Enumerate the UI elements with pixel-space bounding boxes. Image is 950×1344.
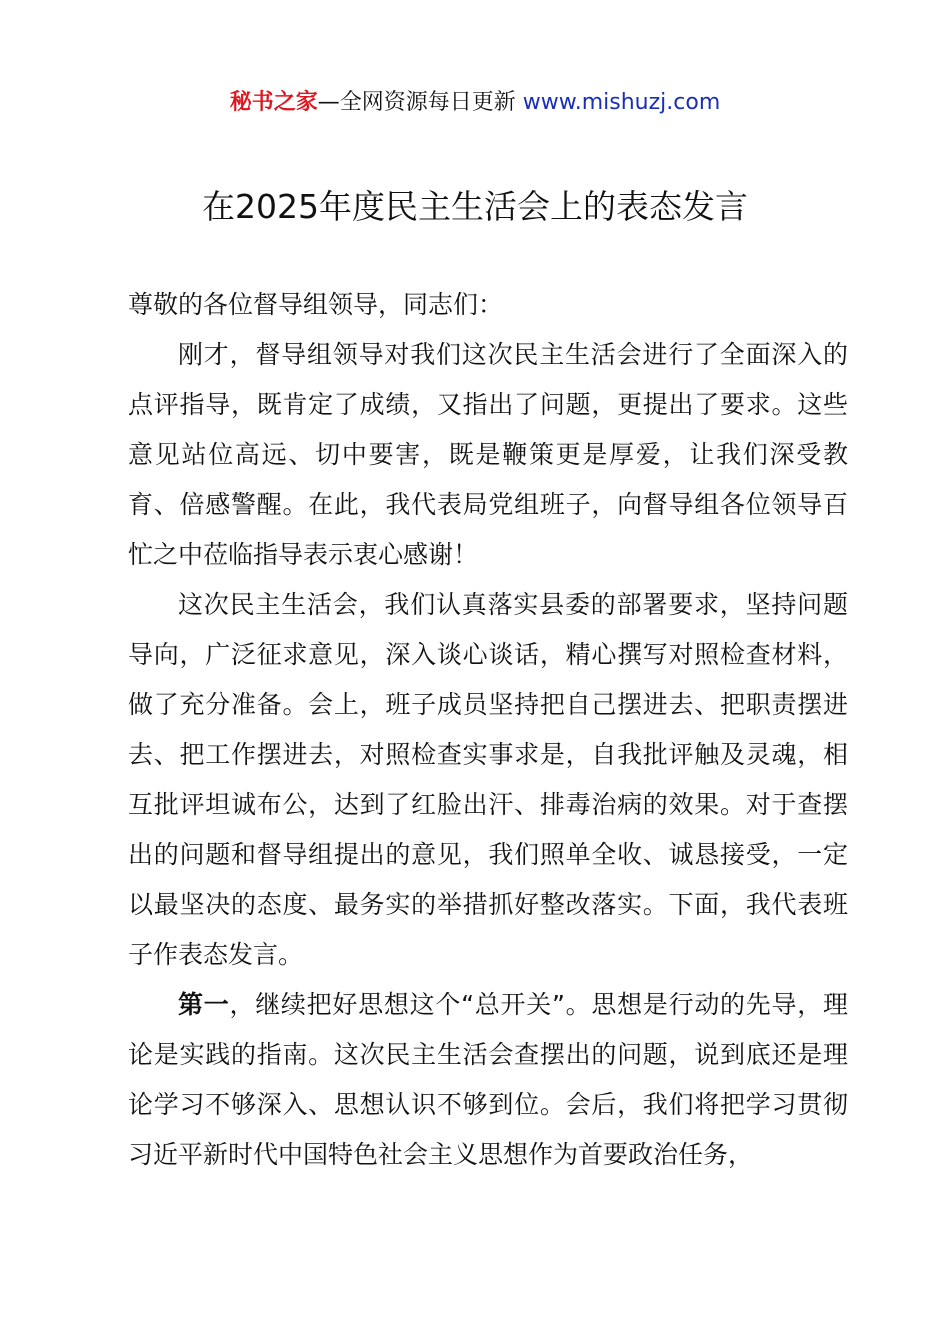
- salutation: 尊敬的各位督导组领导，同志们：: [128, 290, 504, 319]
- paragraph-3-text: ，继续把好思想这个“总开关”。思想是行动的先导，理论是实践的指南。这次民主生活会查摆出的问题，说到底还是理论学习不够深入、思想认识不够到位。会后，我们将把学习贯彻习近平新时代中国特色社会主义思想作为首要政治任务，: [128, 990, 848, 1169]
- site-url-link[interactable]: www.mishuzj.com: [522, 90, 721, 115]
- site-banner: [0, 86, 950, 120]
- document-title: 在2025年度民主生活会上的表态发言: [202, 187, 748, 226]
- paragraph-3-lead: 第一: [178, 990, 230, 1019]
- paragraph-2: 这次民主生活会，我们认真落实县委的部署要求，坚持问题导向，广泛征求意见，深入谈心谈话，精心撰写对照检查材料，做了充分准备。会上，班子成员坚持把自己摆进去、把职责摆进去、把工作摆进去，对照检查实事求是，自我批评触及灵魂，相互批评坦诚布公，达到了红脸出汗、排毒治病的效果。对于查摆出的问题和督导组提出的意见，我们照单全收、诚恳接受，一定以最坚决的态度、最务实的举措抓好整改落实。下面，我代表班子作表态发言。: [128, 590, 848, 969]
- banner-slogan: 全网资源每日更新: [339, 90, 516, 115]
- brand-name: 秘书之家: [229, 90, 318, 115]
- paragraph-3: [128, 980, 848, 1180]
- document-body: [128, 280, 848, 1180]
- banner-dash: —: [317, 90, 340, 115]
- paragraph-1: 刚才，督导组领导对我们这次民主生活会进行了全面深入的点评指导，既肯定了成绩，又指出了问题，更提出了要求。这些意见站位高远、切中要害，既是鞭策更是厚爱，让我们深受教育、倍感警醒。在此，我代表局党组班子，向督导组各位领导百忙之中莅临指导表示衷心感谢！: [128, 340, 848, 569]
